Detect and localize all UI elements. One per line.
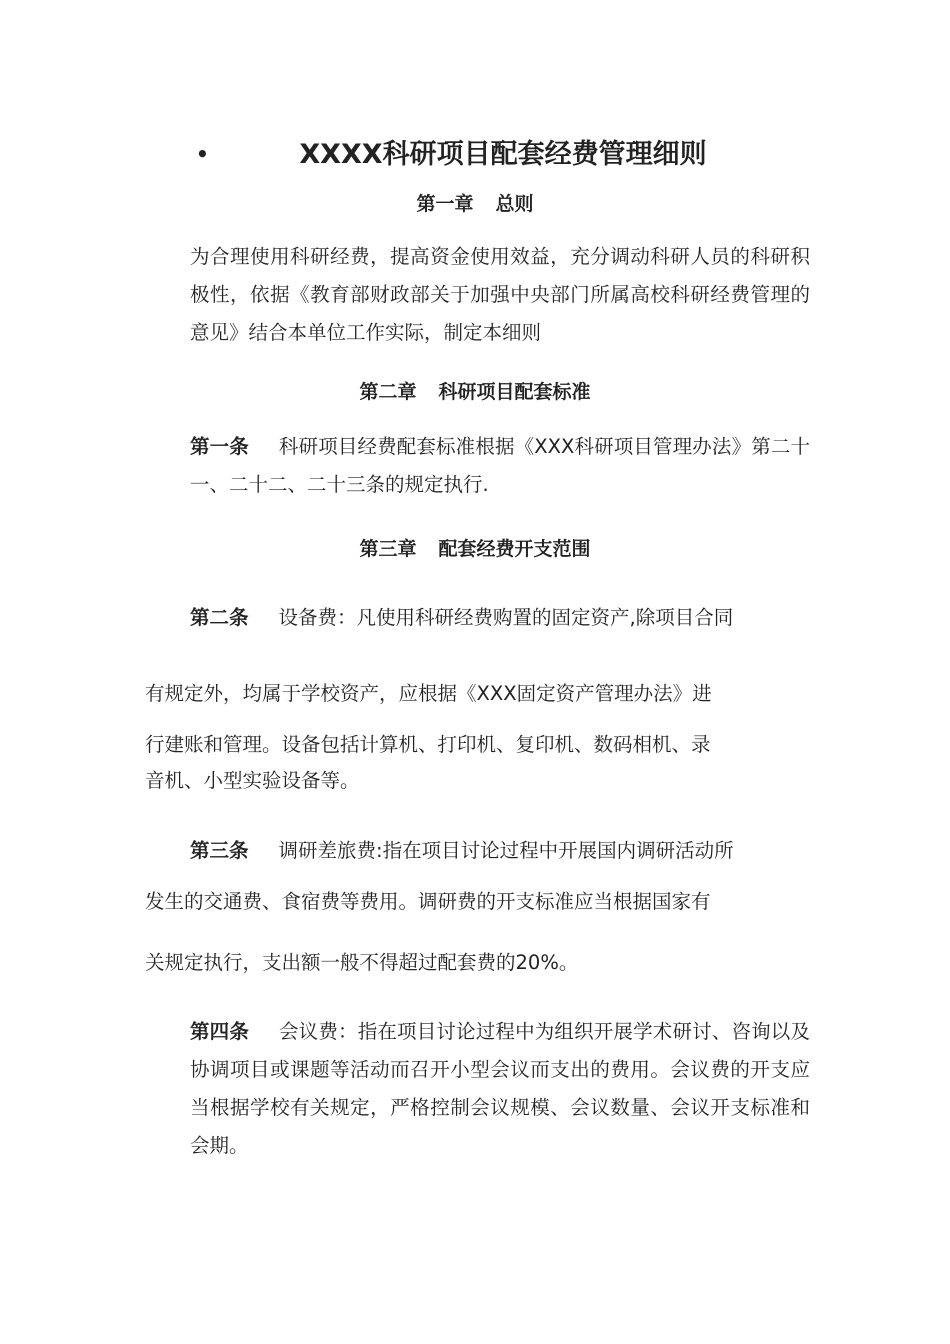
chapter-name: 科研项目配套标准 — [438, 381, 591, 403]
article-line: 关规定执行，支出额一般不得超过配套费的20%。 — [145, 951, 579, 974]
article-text: 科研项目经费配套标准根据《XXX科研项目管理办法》第二十一、二十二、二十三条的规定执行. — [190, 435, 810, 496]
article-label: 第一条 — [190, 435, 249, 458]
article-line: 音机、小型实验设备等。 — [145, 769, 360, 792]
chapter-1-heading — [0, 189, 950, 216]
chapter-name: 配套经费开支范围 — [438, 538, 591, 560]
chapter-3-heading — [0, 534, 950, 561]
article-line: 设备费：凡使用科研经费购置的固定资产,除项目合同 — [278, 606, 734, 629]
article-1 — [145, 428, 810, 504]
article-label: 第二条 — [190, 606, 249, 629]
article-text: 会议费：指在项目讨论过程中为组织开展学术研讨、咨询以及协调项目或课题等活动而召开小型会议而支出的费用。会议费的开支应当根据学校有关规定，严格控制会议规模、会议数量、会议开支标准和会期。 — [190, 1020, 810, 1157]
chapter-name: 总则 — [495, 193, 534, 215]
article-line: 发生的交通费、食宿费等费用。调研费的开支标准应当根据国家有 — [145, 890, 711, 913]
intro-paragraph: 为合理使用科研经费，提高资金使用效益，充分调动科研人员的科研积极性，依据《教育部财政部关于加强中央部门所属高校科研经费管理的意见》结合本单位工作实际，制定本细则 — [190, 245, 810, 344]
chapter-2-heading — [0, 377, 950, 404]
article-line: 调研差旅费:指在项目讨论过程中开展国内调研活动所 — [278, 839, 734, 862]
chapter-number: 第三章 — [359, 538, 417, 560]
article-line: 有规定外，均属于学校资产，应根据《XXX固定资产管理办法》进 — [145, 682, 712, 705]
article-label: 第四条 — [190, 1020, 250, 1043]
article-label: 第三条 — [190, 839, 249, 862]
list-bullet: • — [196, 142, 209, 166]
document-title: XXXX科研项目配套经费管理细则 — [299, 139, 707, 170]
chapter-number: 第二章 — [359, 381, 417, 403]
article-4 — [145, 1013, 810, 1165]
article-line: 行建账和管理。设备包括计算机、打印机、复印机、数码相机、录 — [145, 733, 711, 756]
chapter-number: 第一章 — [416, 193, 474, 215]
